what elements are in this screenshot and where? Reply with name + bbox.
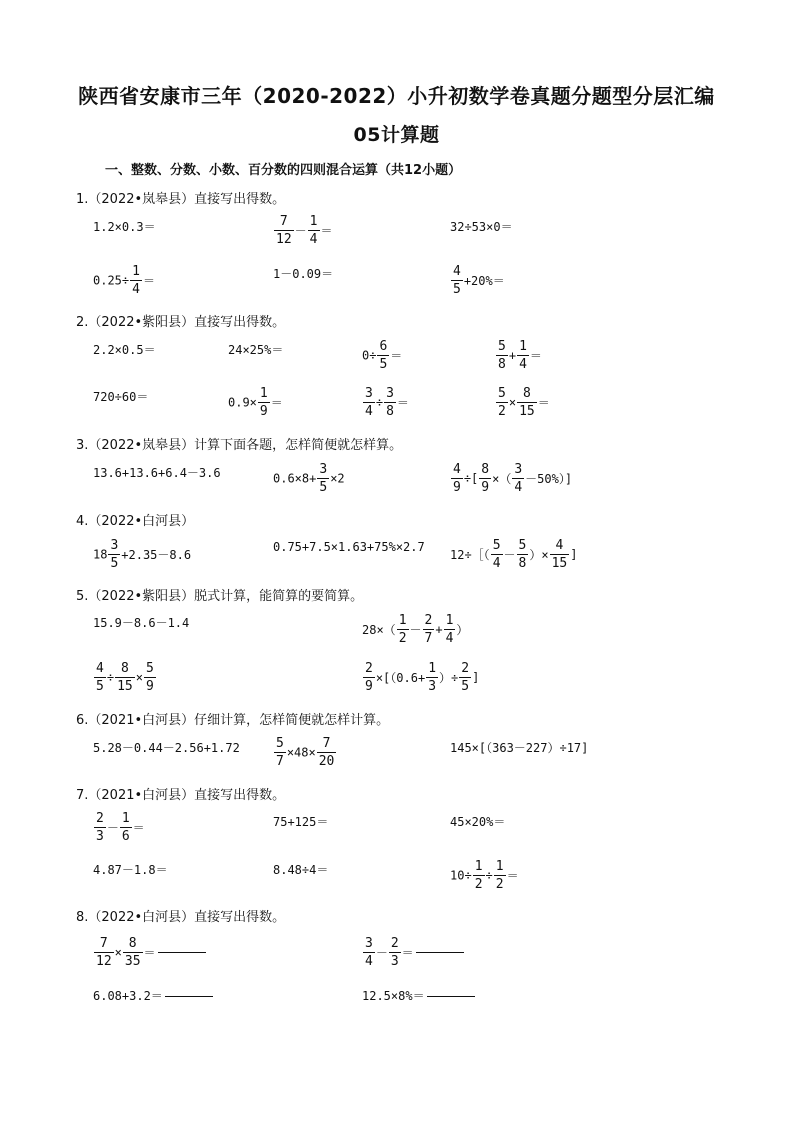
- fraction: $\frac{1}{4}$: [309, 214, 318, 247]
- q1-expr-2: $\frac{7}{12}$ － $\frac{1}{4}$ ＝: [276, 214, 333, 247]
- question-1-label: 1.（2022•岚皋县）直接写出得数。: [76, 192, 286, 207]
- q5-expr-3: $\frac{4}{5}$ ÷ $\frac{8}{15}$ × $\frac{5}{9}$: [96, 661, 154, 694]
- q4-expr-2: 0.75+7.5×1.63+75%×2.7: [273, 540, 425, 554]
- fraction: $\frac{2}{3}$: [390, 936, 399, 969]
- fraction: $\frac{5}{9}$: [145, 661, 154, 694]
- fraction: $\frac{7}{20}$: [318, 736, 335, 769]
- q2-expr-8: $\frac{5}{2}$ × $\frac{8}{15}$ ＝: [498, 386, 550, 419]
- fraction: $\frac{4}{9}$: [453, 462, 461, 495]
- q4-expr-3: 12÷［（ $\frac{5}{4}$ － $\frac{5}{8}$ ）× $\frac{4}{15}$ ]: [450, 538, 578, 571]
- fraction: $\frac{1}{2}$: [495, 859, 504, 892]
- fraction: $\frac{3}{4}$: [365, 936, 373, 969]
- q2-expr-5: 720÷60＝: [93, 390, 149, 404]
- fraction: $\frac{8}{9}$: [481, 462, 490, 495]
- fraction: $\frac{8}{15}$: [117, 661, 133, 694]
- q8-expr-2: $\frac{3}{4}$ － $\frac{2}{3}$ ＝: [362, 935, 464, 970]
- fraction: $\frac{4}{5}$: [453, 264, 461, 297]
- fraction: $\frac{1}{3}$: [428, 661, 437, 694]
- q7-expr-3: 45×20%＝: [450, 815, 506, 829]
- fraction: $\frac{7}{12}$: [276, 214, 292, 247]
- fraction: $\frac{3}{8}$: [386, 386, 394, 419]
- q2-expr-2: 24×25%＝: [228, 343, 284, 357]
- q2-expr-1: 2.2×0.5＝: [93, 343, 156, 357]
- q7-expr-6: 10÷ $\frac{1}{2}$ ÷ $\frac{1}{2}$ ＝: [450, 859, 519, 892]
- question-7-label: 7.（2021•白河县）直接写出得数。: [76, 788, 286, 803]
- q2-expr-6: 0.9× $\frac{1}{9}$ ＝: [228, 386, 283, 419]
- q6-expr-2: $\frac{5}{7}$ ×48× $\frac{7}{20}$: [276, 736, 335, 769]
- section-heading: 一、整数、分数、小数、百分数的四则混合运算（共12小题）: [105, 163, 462, 178]
- fraction: $\frac{5}{2}$: [498, 386, 506, 419]
- question-4-label: 4.（2022•白河县）: [76, 514, 195, 529]
- fraction: $\frac{1}{9}$: [259, 386, 268, 419]
- fraction: $\frac{1}{4}$: [445, 613, 454, 646]
- q1-expr-5: 1－0.09＝: [273, 267, 334, 281]
- fraction: $\frac{5}{7}$: [276, 736, 284, 769]
- answer-blank[interactable]: [427, 996, 475, 997]
- q7-expr-4: 4.87－1.8＝: [93, 863, 168, 877]
- q6-expr-3: 145×[（363－227）÷17]: [450, 741, 589, 755]
- question-8-label: 8.（2022•白河县）直接写出得数。: [76, 910, 286, 925]
- q5-expr-4: $\frac{2}{9}$ ×[（0.6+ $\frac{1}{3}$ ）÷ $\frac{2}{5}$ ]: [365, 661, 480, 694]
- q4-expr-1: 18 $\frac{3}{5}$ +2.35－8.6: [93, 538, 192, 571]
- q3-expr-2: 0.6×8+ $\frac{3}{5}$ ×2: [273, 462, 345, 495]
- question-3-label: 3.（2022•岚皋县）计算下面各题，怎样简便就怎样算。: [76, 438, 403, 453]
- question-6-label: 6.（2021•白河县）仔细计算，怎样简便就怎样计算。: [76, 713, 390, 728]
- fraction: $\frac{2}{3}$: [96, 811, 104, 844]
- q1-expr-4: 0.25÷ $\frac{1}{4}$ ＝: [93, 264, 155, 297]
- fraction: $\frac{5}{8}$: [498, 339, 506, 372]
- fraction: $\frac{4}{5}$: [96, 661, 104, 694]
- fraction: $\frac{3}{4}$: [365, 386, 373, 419]
- page-subtitle: 05计算题: [353, 124, 440, 146]
- q2-expr-4: $\frac{5}{8}$ + $\frac{1}{4}$ ＝: [498, 339, 542, 372]
- fraction: $\frac{1}{2}$: [398, 613, 407, 646]
- q6-expr-1: 5.28－0.44－2.56+1.72: [93, 741, 240, 755]
- q7-expr-5: 8.48÷4＝: [273, 863, 329, 877]
- fraction: $\frac{5}{4}$: [492, 538, 501, 571]
- fraction: $\frac{2}{9}$: [365, 661, 373, 694]
- answer-blank[interactable]: [416, 952, 464, 953]
- question-5-label: 5.（2022•紫阳县）脱式计算，能简算的要简算。: [76, 589, 364, 604]
- q2-expr-7: $\frac{3}{4}$ ÷ $\frac{3}{8}$ ＝: [365, 386, 409, 419]
- fraction: $\frac{2}{7}$: [424, 613, 433, 646]
- fraction: $\frac{6}{5}$: [379, 339, 388, 372]
- fraction: $\frac{8}{15}$: [519, 386, 535, 419]
- answer-blank[interactable]: [158, 952, 206, 953]
- fraction: $\frac{3}{5}$: [319, 462, 328, 495]
- q5-expr-2: 28×（ $\frac{1}{2}$ － $\frac{2}{7}$ + $\frac{1}{4}$ ）: [362, 613, 469, 646]
- q2-expr-3: 0÷ $\frac{6}{5}$ ＝: [362, 339, 403, 372]
- fraction: $\frac{1}{4}$: [132, 264, 140, 297]
- q1-expr-6: $\frac{4}{5}$ +20%＝: [453, 264, 505, 297]
- q3-expr-3: $\frac{4}{9}$ ÷[ $\frac{8}{9}$ ×（ $\frac{3}{4}$ －50%）]: [453, 462, 573, 495]
- fraction: $\frac{7}{12}$: [96, 936, 112, 969]
- answer-blank[interactable]: [165, 996, 213, 997]
- q7-expr-1: $\frac{2}{3}$ － $\frac{1}{6}$ ＝: [96, 811, 145, 844]
- page-title: 陕西省安康市三年（2020-2022）小升初数学卷真题分题型分层汇编: [78, 84, 715, 108]
- fraction: $\frac{3}{5}$: [110, 538, 119, 571]
- q1-expr-1: 1.2×0.3＝: [93, 220, 156, 234]
- q8-expr-1: $\frac{7}{12}$ × $\frac{8}{35}$ ＝: [93, 935, 206, 970]
- q5-expr-1: 15.9－8.6－1.4: [93, 616, 190, 630]
- q3-expr-1: 13.6+13.6+6.4－3.6: [93, 466, 221, 480]
- fraction: $\frac{1}{2}$: [474, 859, 483, 892]
- q8-expr-3: 6.08+3.2＝: [93, 987, 213, 1004]
- fraction: $\frac{4}{15}$: [551, 538, 568, 571]
- q8-expr-4: 12.5×8%＝: [362, 987, 475, 1004]
- fraction: $\frac{1}{4}$: [519, 339, 527, 372]
- fraction: $\frac{8}{35}$: [124, 936, 141, 969]
- fraction: $\frac{3}{4}$: [514, 462, 523, 495]
- fraction: $\frac{1}{6}$: [121, 811, 130, 844]
- fraction: $\frac{5}{8}$: [518, 538, 527, 571]
- q1-expr-3: 32÷53×0＝: [450, 220, 513, 234]
- q7-expr-2: 75+125＝: [273, 815, 329, 829]
- question-2-label: 2.（2022•紫阳县）直接写出得数。: [76, 315, 286, 330]
- fraction: $\frac{2}{5}$: [461, 661, 470, 694]
